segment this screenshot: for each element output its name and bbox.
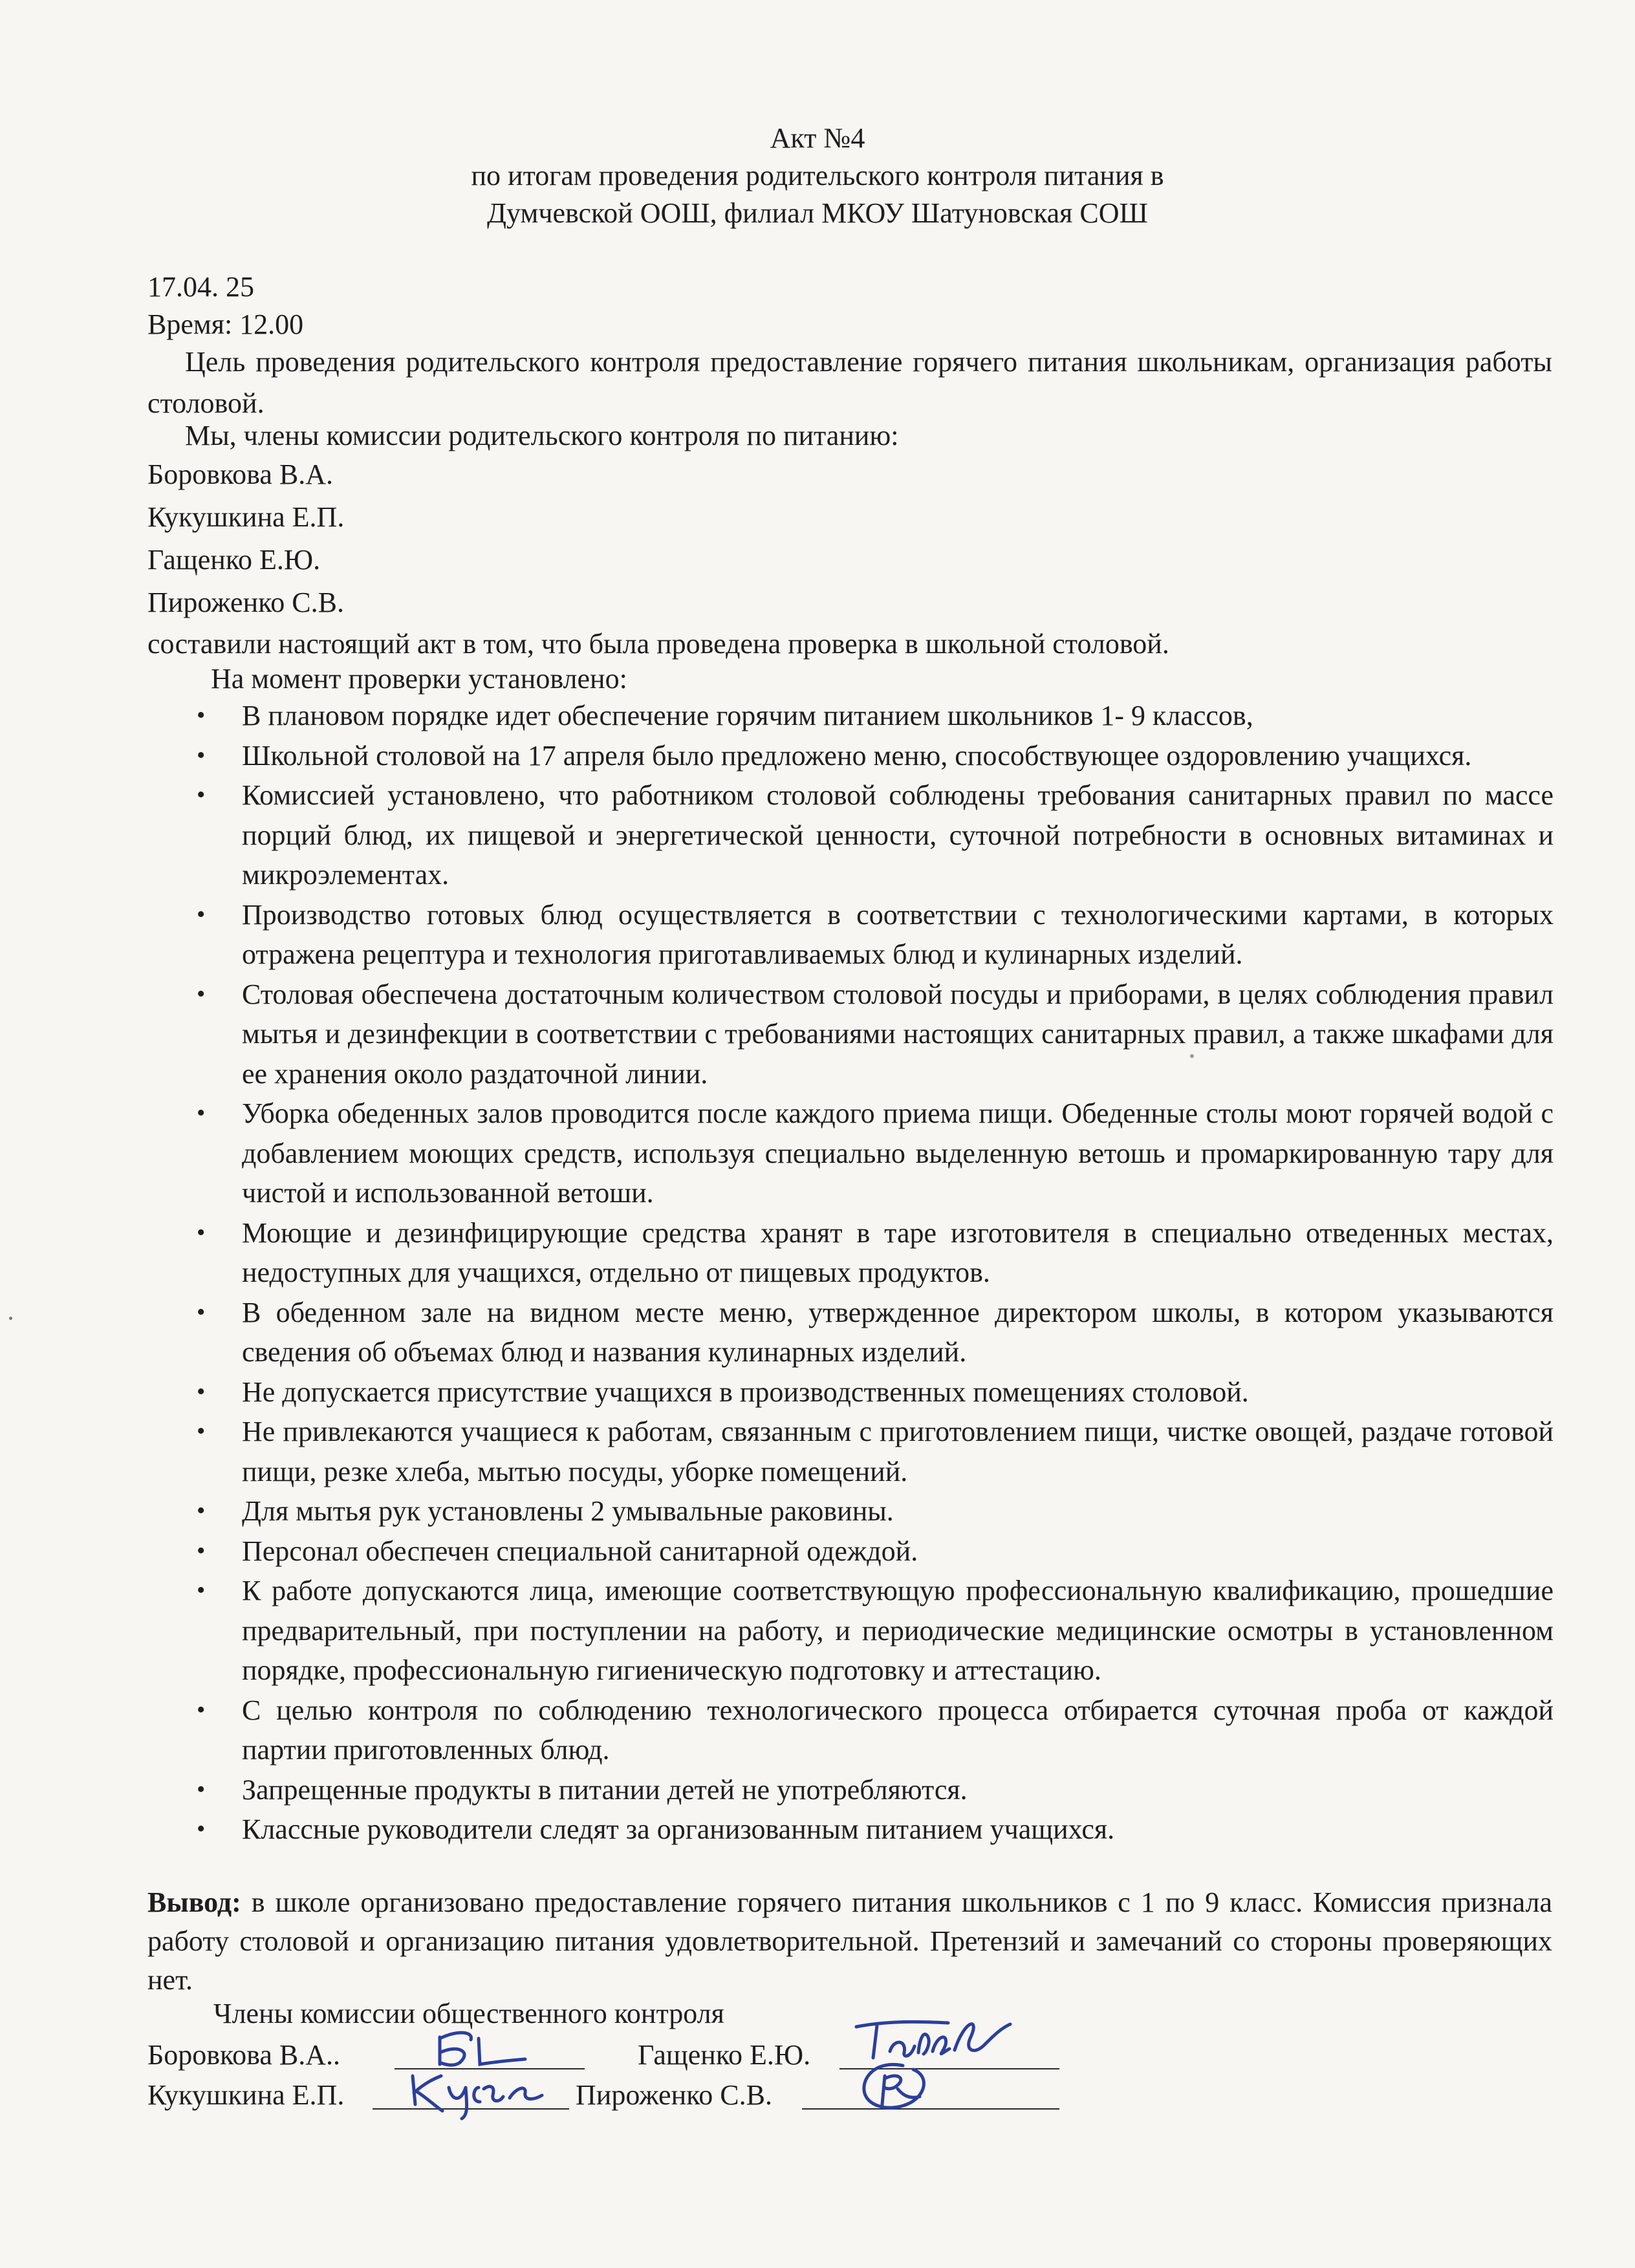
act-time: Время: 12.00	[147, 308, 304, 340]
act-date: 17.04. 25	[147, 271, 254, 303]
member-name: Гащенко Е.Ю.	[147, 544, 321, 576]
conclusion-label: Вывод:	[147, 1886, 241, 1918]
signatory-name: Пироженко С.В.	[576, 2079, 772, 2111]
finding-item: • Моющие и дезинфицирующие средства хранят в таре изготовителя в специально отведенных местах, недоступных для учащихся, отдельно от пищевых продуктов.	[188, 1213, 1554, 1293]
findings-list	[188, 696, 1554, 1850]
finding-item: • Комиссией установлено, что работником столовой соблюдены требования санитарных правил по массе порций блюд, их пищевой и энергетической ценности, суточной потребности в основных витаминах и микроэлементах.	[188, 775, 1554, 895]
finding-item: • Классные руководители следят за организованным питанием учащихся.	[188, 1809, 1554, 1850]
scan-speck	[9, 1317, 12, 1320]
finding-item: • С целью контроля по соблюдению технологического процесса отбирается суточная проба от каждой партии приготовленных блюд.	[188, 1690, 1554, 1770]
statement-line: составили настоящий акт в том, что была проведена проверка в школьной столовой.	[147, 628, 1169, 660]
finding-item: • Не допускается присутствие учащихся в производственных помещениях столовой.	[188, 1372, 1554, 1412]
signature-mark	[406, 2059, 561, 2121]
finding-item: • К работе допускаются лица, имеющие соответствующую профессиональную квалификацию, прошедшие предварительный, при поступлении на работу, и периодические медицинские осмотры в установленном порядке, профессиональную гигиеническую подготовку и аттестацию.	[188, 1571, 1554, 1690]
signatory-name: Гащенко Е.Ю.	[638, 2039, 811, 2071]
finding-item: • Персонал обеспечен специальной санитарной одеждой.	[188, 1531, 1554, 1571]
finding-item: • В обеденном зале на видном месте меню, утвержденное директором школы, в котором указываются сведения об объемах блюд и названия кулинарных изделий.	[188, 1293, 1554, 1372]
conclusion-text: в школе организовано предоставление горячего питания школьников с 1 по 9 класс. Комиссия признала работу столовой и организацию питания удовлетворительной. Претензий и замечаний со стороны проверяющих нет.	[147, 1886, 1552, 1996]
finding-item: • Столовая обеспечена достаточным количеством столовой посуды и приборами, в целях соблюдения правил мытья и дезинфекции в соответствии с требованиями настоящих санитарных правил, а также шкафами для ее хранения около раздаточной линии.	[188, 975, 1554, 1094]
finding-item: • Для мытья рук установлены 2 умывальные раковины.	[188, 1491, 1554, 1531]
act-title: Акт №4	[770, 122, 865, 154]
finding-item: • Уборка обеденных залов проводится после каждого приема пищи. Обеденные столы моют горячей водой с добавлением моющих средств, используя специально выделенную ветошь и промаркированную тару для чистой и использованной ветоши.	[188, 1094, 1554, 1213]
member-name: Пироженко С.В.	[147, 587, 344, 618]
members-intro: Мы, члены комиссии родительского контроля по питанию:	[185, 420, 899, 451]
signatory-name: Боровкова В.А..	[147, 2039, 341, 2071]
findings-intro: На момент проверки установлено:	[211, 663, 627, 695]
signatures-heading: Члены комиссии общественного контроля	[213, 1998, 724, 2029]
signatory-name: Кукушкина Е.П.	[147, 2079, 345, 2111]
finding-item: • Производство готовых блюд осуществляется в соответствии с технологическими картами, в которых отражена рецептура и технология приготавливаемых блюд и кулинарных изделий.	[188, 895, 1554, 975]
signature-mark	[855, 2057, 939, 2119]
conclusion-paragraph	[147, 1883, 1552, 2000]
scan-speck	[1190, 1054, 1194, 1058]
finding-item: • Школьной столовой на 17 апреля было предложено меню, способствующее оздоровлению учащихся.	[188, 736, 1554, 776]
finding-item: • В плановом порядке идет обеспечение горячим питанием школьников 1- 9 классов,	[188, 696, 1554, 736]
member-name: Кукушкина Е.П.	[147, 501, 345, 533]
finding-item: • Не привлекаются учащиеся к работам, связанным с приготовлением пищи, чистке овощей, раздаче готовой пищи, резке хлеба, мытью посуды, уборке помещений.	[188, 1412, 1554, 1491]
act-subtitle-line2: Думчевской ООШ, филиал МКОУ Шатуновская СОШ	[487, 197, 1148, 229]
act-subtitle-line1: по итогам проведения родительского контроля питания в	[471, 160, 1164, 191]
purpose-paragraph: Цель проведения родительского контроля предоставление горячего питания школьникам, организация работы столовой.	[147, 346, 1552, 419]
finding-item: • Запрещенные продукты в питании детей не употребляются.	[188, 1770, 1554, 1810]
member-name: Боровкова В.А.	[147, 459, 334, 490]
